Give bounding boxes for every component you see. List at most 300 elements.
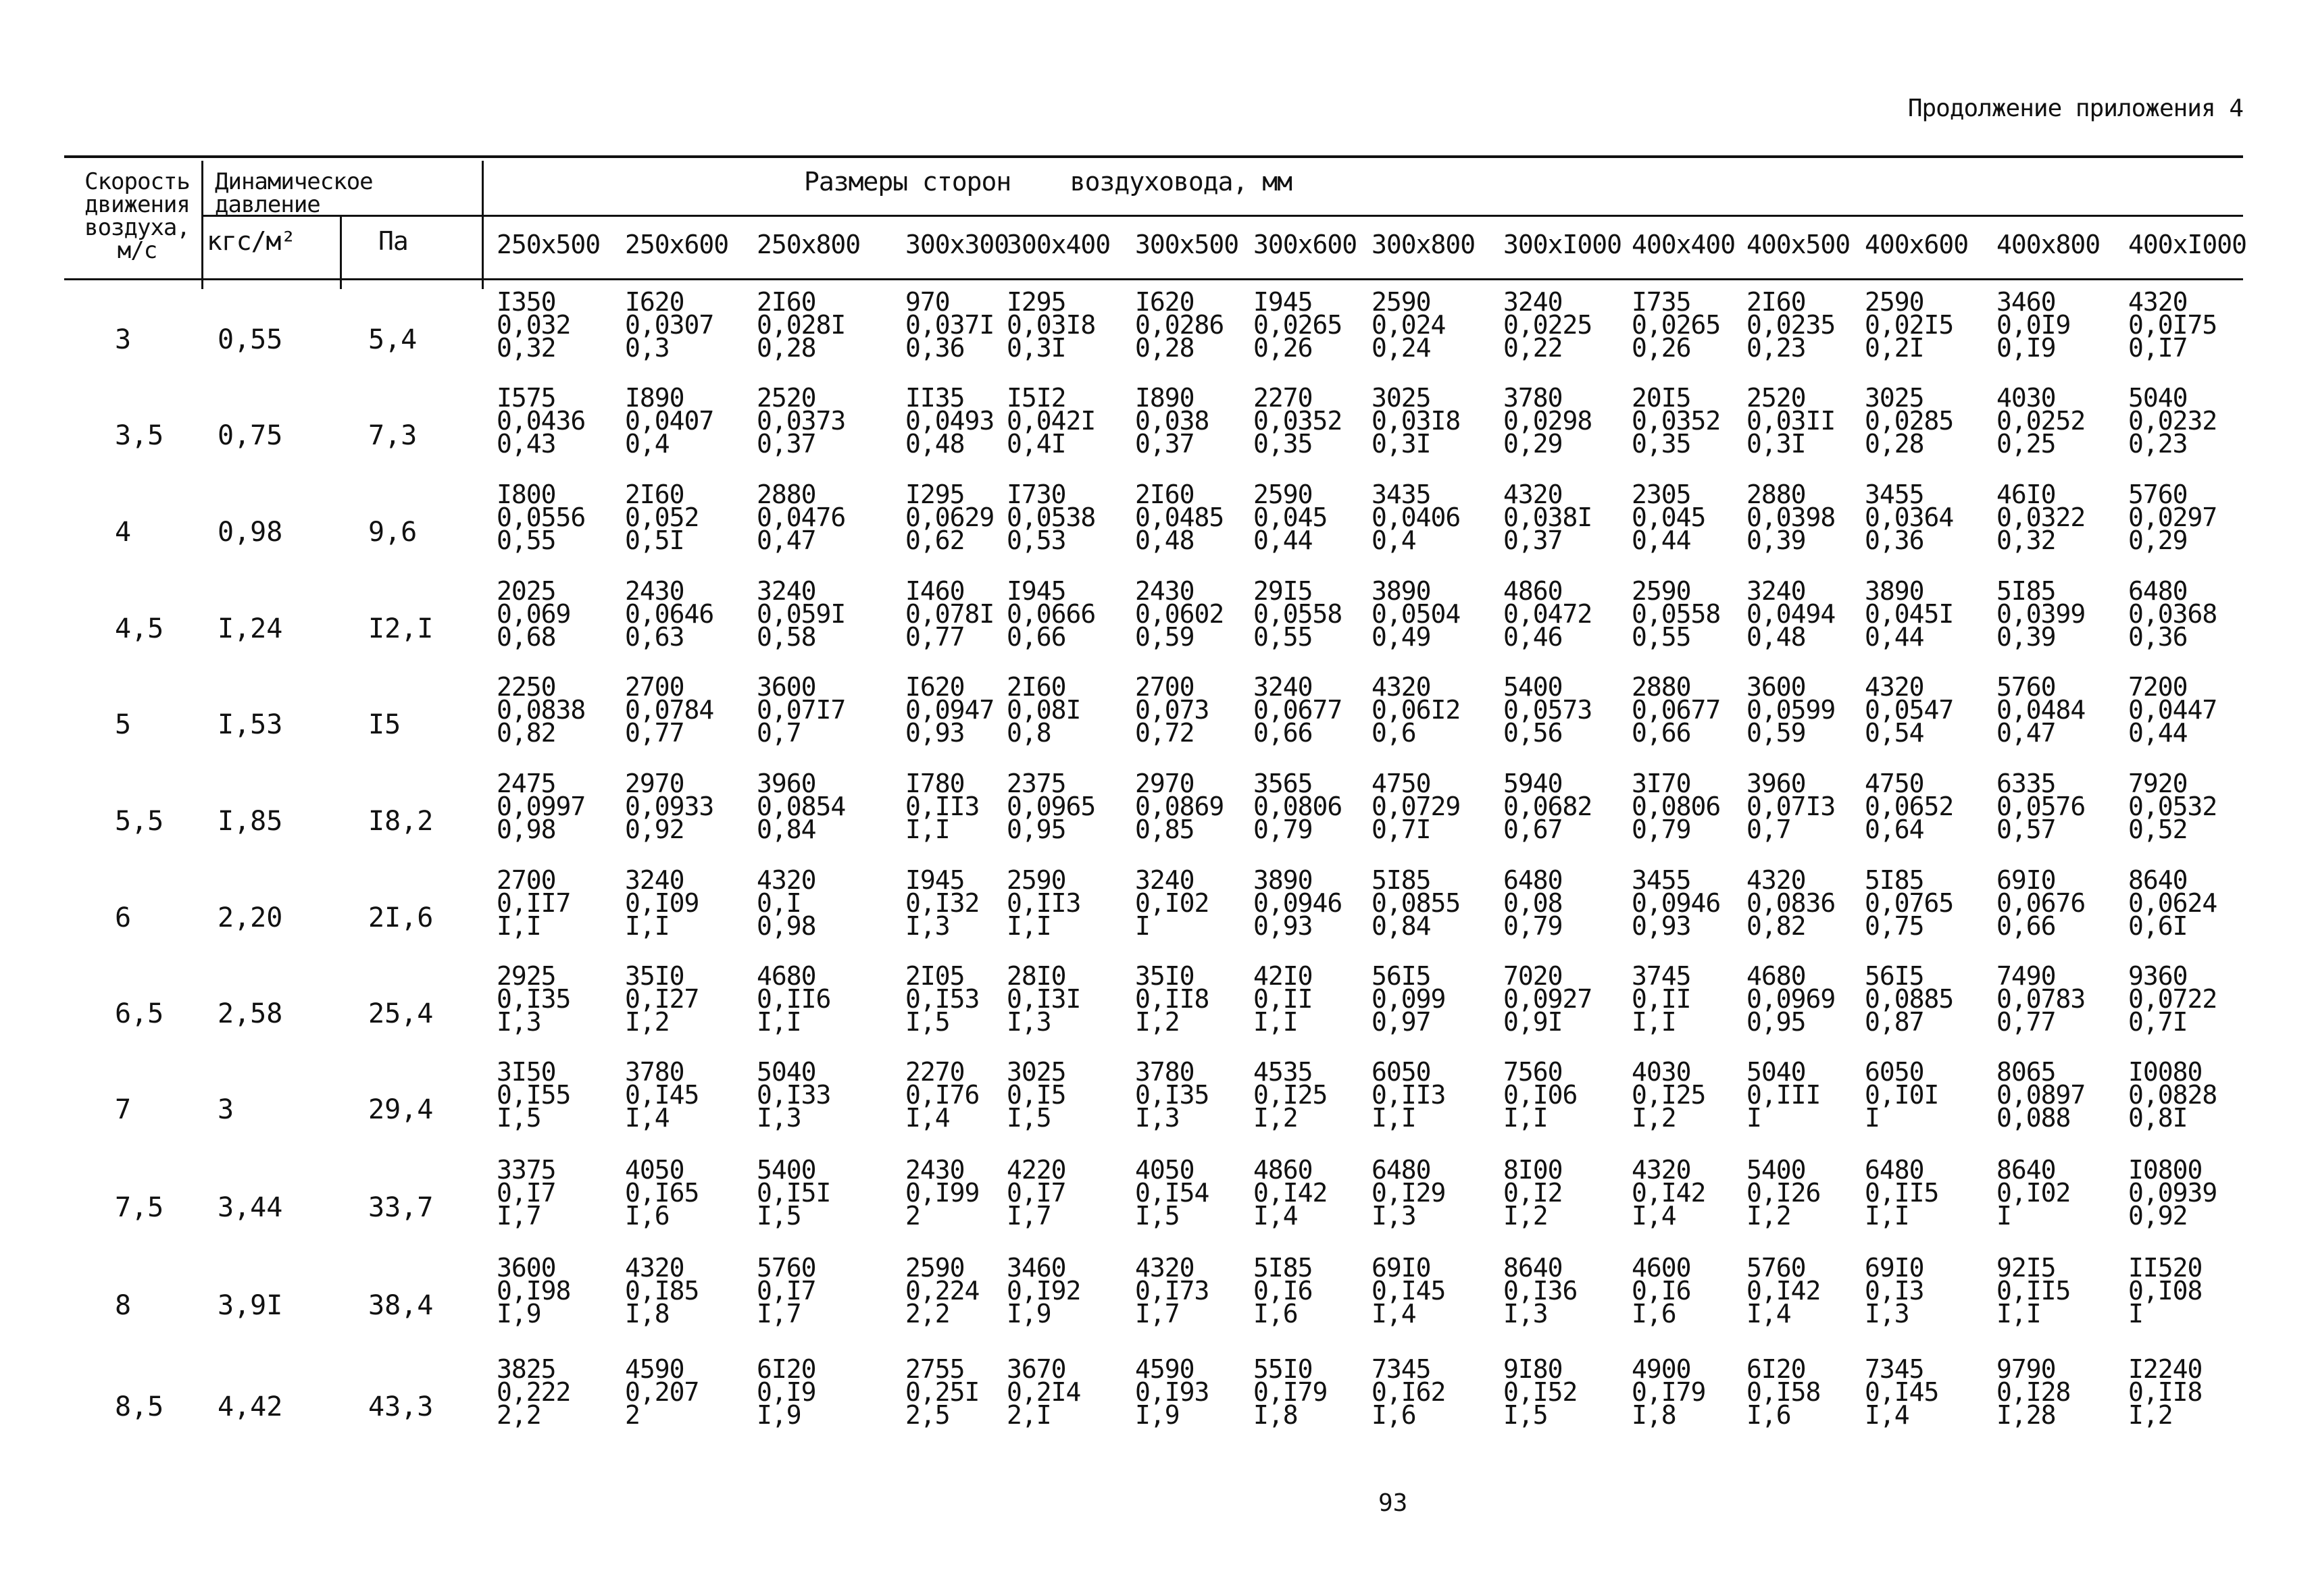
- pressure-loss-value: I,6: [1632, 1299, 1676, 1329]
- pressure-loss-value: I,7: [497, 1201, 541, 1231]
- pa-value: 33,7: [368, 1192, 434, 1223]
- friction-value: 0,0364: [1865, 503, 1954, 532]
- pressure-loss-value: I,2: [1632, 1103, 1676, 1133]
- friction-value: 0,I45: [1865, 1377, 1939, 1407]
- duct-cell: [1372, 1253, 1446, 1329]
- friction-value: 0,I33: [757, 1080, 831, 1110]
- duct-cell: [757, 769, 846, 844]
- friction-value: 0,0298: [1503, 406, 1592, 436]
- flow-rate-value: 2590: [905, 1253, 965, 1283]
- friction-value: 0,I6: [1253, 1276, 1313, 1306]
- friction-value: 0,I6: [1632, 1276, 1691, 1306]
- friction-value: 0,0373: [757, 406, 846, 436]
- pressure-loss-value: 0,24: [1372, 333, 1431, 363]
- duct-cell: [2128, 1354, 2203, 1430]
- duct-cell: [1253, 287, 1342, 363]
- dyn-header-line: Динамическое: [215, 168, 373, 195]
- flow-rate-value: 5040: [757, 1057, 816, 1087]
- pressure-loss-value: 0,22: [1503, 333, 1563, 363]
- flow-rate-value: 2700: [1135, 672, 1194, 702]
- friction-value: 0,0806: [1632, 792, 1721, 821]
- duct-cell: [497, 1155, 556, 1231]
- pressure-loss-value: I,4: [1632, 1201, 1676, 1231]
- header-divider-1: [201, 161, 203, 289]
- pa-value: 2I,6: [368, 902, 434, 933]
- pressure-loss-value: I,4: [1253, 1201, 1298, 1231]
- duct-cell: [2128, 287, 2217, 363]
- friction-value: 0,II3: [1372, 1080, 1446, 1110]
- pa-value: 9,6: [368, 517, 418, 548]
- friction-value: 0,I7: [757, 1276, 816, 1306]
- friction-value: 0,I73: [1135, 1276, 1209, 1306]
- pressure-loss-value: 0,43: [497, 429, 556, 459]
- page-caption: Продолжение приложения 4: [1907, 95, 2243, 122]
- pressure-loss-value: 0,67: [1503, 815, 1563, 844]
- duct-cell: [2128, 865, 2217, 941]
- flow-rate-value: 4050: [1135, 1155, 1194, 1185]
- flow-rate-value: 55I0: [1253, 1354, 1313, 1384]
- pressure-loss-value: 0,95: [1007, 815, 1066, 844]
- pressure-loss-value: 0,55: [497, 525, 556, 555]
- speed-header: [73, 170, 201, 262]
- duct-cell: [1503, 1155, 1563, 1231]
- duct-cell: [1372, 383, 1461, 459]
- friction-value: 0,045: [1253, 503, 1328, 532]
- friction-value: 0,0676: [1996, 888, 2086, 918]
- duct-cell: [1746, 287, 1836, 363]
- friction-value: 0,II: [1632, 984, 1691, 1014]
- duct-cell: [1632, 480, 1706, 555]
- friction-value: 0,0682: [1503, 792, 1592, 821]
- duct-cell: [1632, 769, 1721, 844]
- pressure-loss-value: 0,44: [1632, 525, 1691, 555]
- friction-value: 0,0836: [1746, 888, 1836, 918]
- flow-rate-value: 2590: [1865, 287, 1924, 317]
- flow-rate-value: 2925: [497, 961, 556, 991]
- flow-rate-value: 2475: [497, 769, 556, 798]
- duct-cell: [2128, 383, 2217, 459]
- friction-value: 0,I79: [1632, 1377, 1706, 1407]
- duct-cell: [1253, 480, 1328, 555]
- pressure-loss-value: 0,49: [1372, 622, 1431, 652]
- duct-cell: [625, 672, 714, 748]
- flow-rate-value: 6335: [1996, 769, 2056, 798]
- friction-value: 0,I29: [1372, 1178, 1446, 1208]
- friction-value: 0,II3: [905, 792, 980, 821]
- flow-rate-value: 35I0: [625, 961, 684, 991]
- friction-value: 0,07I7: [757, 695, 846, 725]
- duct-cell: [1632, 383, 1721, 459]
- duct-cell: [625, 383, 714, 459]
- pressure-loss-value: I,I: [1996, 1299, 2041, 1329]
- flow-rate-value: 7020: [1503, 961, 1563, 991]
- duct-cell: [1865, 383, 1954, 459]
- pressure-loss-value: 0,36: [905, 333, 965, 363]
- speed-value: 3,5: [115, 420, 164, 451]
- pressure-loss-value: 0,59: [1135, 622, 1194, 652]
- duct-cell: [905, 1354, 980, 1430]
- flow-rate-value: 2590: [1372, 287, 1431, 317]
- pressure-loss-value: 0,48: [1135, 525, 1194, 555]
- dyn-header-line: давление: [215, 191, 320, 218]
- pressure-loss-value: I,3: [905, 911, 950, 941]
- flow-rate-value: 3890: [1372, 576, 1431, 606]
- pressure-loss-value: 0,I9: [1996, 333, 2056, 363]
- speed-value: 3: [115, 324, 132, 355]
- pressure-loss-value: I,6: [625, 1201, 670, 1231]
- pressure-loss-value: 0,44: [1865, 622, 1924, 652]
- flow-rate-value: 2I60: [1007, 672, 1066, 702]
- pressure-loss-value: 0,68: [497, 622, 556, 652]
- flow-rate-value: II520: [2128, 1253, 2203, 1283]
- friction-value: 0,I7: [1007, 1178, 1066, 1208]
- flow-rate-value: 3240: [1135, 865, 1194, 895]
- flow-rate-value: 3025: [1865, 383, 1924, 413]
- pressure-loss-value: 0,35: [1253, 429, 1313, 459]
- friction-value: 0,08I: [1007, 695, 1081, 725]
- flow-rate-value: 35I0: [1135, 961, 1194, 991]
- pressure-loss-value: 2,2: [905, 1299, 950, 1329]
- duct-cell: [1135, 383, 1209, 459]
- friction-value: 0,0225: [1503, 310, 1592, 340]
- flow-rate-value: I735: [1632, 287, 1691, 317]
- flow-rate-value: 3240: [757, 576, 816, 606]
- duct-cell: [1865, 1354, 1939, 1430]
- pressure-loss-value: I,9: [757, 1400, 801, 1430]
- friction-value: 0,0235: [1746, 310, 1836, 340]
- duct-cell: [1007, 1155, 1066, 1231]
- pressure-loss-value: 0,44: [2128, 718, 2188, 748]
- flow-rate-value: 5I85: [1865, 865, 1924, 895]
- duct-cell: [2128, 672, 2217, 748]
- friction-value: 0,I: [757, 888, 801, 918]
- friction-value: 0,II6: [757, 984, 831, 1014]
- flow-rate-value: 7560: [1503, 1057, 1563, 1087]
- pressure-loss-value: 0,47: [757, 525, 816, 555]
- duct-cell: [1503, 383, 1592, 459]
- pressure-loss-value: I,8: [625, 1299, 670, 1329]
- duct-cell: [1746, 576, 1836, 652]
- flow-rate-value: 3I70: [1632, 769, 1691, 798]
- friction-value: 0,222: [497, 1377, 571, 1407]
- flow-rate-value: 3240: [625, 865, 684, 895]
- flow-rate-value: I945: [905, 865, 965, 895]
- friction-value: 0,I53: [905, 984, 980, 1014]
- flow-rate-value: 3025: [1372, 383, 1431, 413]
- friction-value: 0,II5: [1996, 1276, 2071, 1306]
- friction-value: 0,I92: [1007, 1276, 1081, 1306]
- kgf-value: 0,75: [218, 420, 283, 451]
- duct-cell: [905, 672, 995, 748]
- duct-cell: [1372, 1057, 1446, 1133]
- pressure-loss-value: I,I: [1503, 1103, 1548, 1133]
- pressure-loss-value: 0,7: [757, 718, 801, 748]
- friction-value: 0,I99: [905, 1178, 980, 1208]
- flow-rate-value: 8I00: [1503, 1155, 1563, 1185]
- friction-value: 0,I62: [1372, 1377, 1446, 1407]
- flow-rate-value: 2880: [757, 480, 816, 509]
- duct-cell: [625, 480, 699, 555]
- flow-rate-value: I460: [905, 576, 965, 606]
- duct-cell: [1135, 865, 1209, 941]
- friction-value: 0,I25: [1253, 1080, 1328, 1110]
- friction-value: 0,0784: [625, 695, 714, 725]
- size-column-header: 400xI000: [2128, 230, 2247, 259]
- flow-rate-value: 46I0: [1996, 480, 2056, 509]
- pressure-loss-value: 0,3: [625, 333, 670, 363]
- flow-rate-value: 4320: [1865, 672, 1924, 702]
- flow-rate-value: 69I0: [1865, 1253, 1924, 1283]
- flow-rate-value: 4030: [1632, 1057, 1691, 1087]
- friction-value: 0,0854: [757, 792, 846, 821]
- friction-value: 0,0927: [1503, 984, 1592, 1014]
- flow-rate-value: 5940: [1503, 769, 1563, 798]
- friction-value: 0,024: [1372, 310, 1446, 340]
- pressure-loss-value: I,5: [1503, 1400, 1548, 1430]
- pressure-loss-value: 0,23: [2128, 429, 2188, 459]
- size-column-header: 400x400: [1632, 230, 1736, 259]
- friction-value: 0,0447: [2128, 695, 2217, 725]
- duct-cell: [1996, 1057, 2086, 1133]
- flow-rate-value: 2270: [905, 1057, 965, 1087]
- duct-cell: [1865, 1253, 1924, 1329]
- friction-value: 0,0602: [1135, 599, 1224, 629]
- flow-rate-value: 5400: [1503, 672, 1563, 702]
- pressure-loss-value: 0,55: [1632, 622, 1691, 652]
- friction-value: 0,I79: [1253, 1377, 1328, 1407]
- speed-value: 8: [115, 1290, 132, 1321]
- flow-rate-value: 6I20: [1746, 1354, 1806, 1384]
- pressure-loss-value: 2,2: [497, 1400, 541, 1430]
- friction-value: 0,0286: [1135, 310, 1224, 340]
- pressure-loss-value: I,I: [757, 1007, 801, 1037]
- friction-value: 0,099: [1372, 984, 1446, 1014]
- friction-value: 0,0969: [1746, 984, 1836, 1014]
- pressure-loss-value: I,7: [1135, 1299, 1180, 1329]
- duct-cell: [757, 1354, 816, 1430]
- duct-cell: [905, 480, 995, 555]
- pressure-loss-value: 0,58: [757, 622, 816, 652]
- pressure-loss-value: 0,28: [1865, 429, 1924, 459]
- flow-rate-value: 69I0: [1996, 865, 2056, 895]
- duct-cell: [905, 769, 980, 844]
- friction-value: 0,2I4: [1007, 1377, 1081, 1407]
- duct-cell: [1996, 576, 2086, 652]
- flow-rate-value: 3960: [1746, 769, 1806, 798]
- pressure-loss-value: I,I: [1253, 1007, 1298, 1037]
- pressure-loss-value: 0,39: [1746, 525, 1806, 555]
- flow-rate-value: 2430: [625, 576, 684, 606]
- pressure-loss-value: 0,3I: [1007, 333, 1066, 363]
- duct-cell: [1996, 1354, 2071, 1430]
- friction-value: 0,I9: [757, 1377, 816, 1407]
- size-column-header: 400x500: [1746, 230, 1851, 259]
- pressure-loss-value: 0,6I: [2128, 911, 2188, 941]
- pressure-loss-value: 0,088: [1996, 1103, 2071, 1133]
- duct-cell: [1253, 1155, 1328, 1231]
- size-column-header: 300x500: [1135, 230, 1239, 259]
- friction-value: 0,0885: [1865, 984, 1954, 1014]
- pressure-loss-value: I,I: [1007, 911, 1051, 941]
- flow-rate-value: 2970: [1135, 769, 1194, 798]
- friction-value: 0,I45: [625, 1080, 699, 1110]
- pressure-loss-value: 0,32: [497, 333, 556, 363]
- flow-rate-value: 3455: [1865, 480, 1924, 509]
- flow-rate-value: 4320: [1746, 865, 1806, 895]
- friction-value: 0,0558: [1253, 599, 1342, 629]
- flow-rate-value: 6050: [1372, 1057, 1431, 1087]
- pressure-loss-value: 0,46: [1503, 622, 1563, 652]
- kgf-value: I,53: [218, 709, 283, 740]
- size-column-header: 300x400: [1007, 230, 1111, 259]
- friction-value: 0,I85: [625, 1276, 699, 1306]
- friction-value: 0,02I5: [1865, 310, 1954, 340]
- duct-cell: [625, 1354, 699, 1430]
- flow-rate-value: 3960: [757, 769, 816, 798]
- duct-cell: [1746, 961, 1836, 1037]
- pressure-loss-value: 0,2I: [1865, 333, 1924, 363]
- speed-value: 6,5: [115, 998, 164, 1029]
- friction-value: 0,I0I: [1865, 1080, 1939, 1110]
- pressure-loss-value: I: [2128, 1299, 2143, 1329]
- pressure-loss-value: 0,7I: [1372, 815, 1431, 844]
- flow-rate-value: 2375: [1007, 769, 1066, 798]
- friction-value: 0,0352: [1632, 406, 1721, 436]
- flow-rate-value: 5I85: [1372, 865, 1431, 895]
- flow-rate-value: 2590: [1632, 576, 1691, 606]
- friction-value: 0,0933: [625, 792, 714, 821]
- flow-rate-value: 3600: [757, 672, 816, 702]
- speed-header-line: воздуха,: [84, 214, 190, 241]
- duct-cell: [2128, 1057, 2217, 1133]
- speed-value: 5: [115, 709, 132, 740]
- duct-cell: [1996, 383, 2086, 459]
- friction-value: 0,0652: [1865, 792, 1954, 821]
- flow-rate-value: 69I0: [1372, 1253, 1431, 1283]
- flow-rate-value: 2880: [1746, 480, 1806, 509]
- pressure-loss-value: 0,37: [757, 429, 816, 459]
- friction-value: 0,0322: [1996, 503, 2086, 532]
- duct-cell: [2128, 1253, 2203, 1329]
- friction-value: 0,I3: [1865, 1276, 1924, 1306]
- pressure-loss-value: I,4: [905, 1103, 950, 1133]
- pressure-loss-value: I,3: [497, 1007, 541, 1037]
- duct-cell: [1253, 576, 1342, 652]
- pressure-loss-value: I,9: [1135, 1400, 1180, 1430]
- flow-rate-value: 4900: [1632, 1354, 1691, 1384]
- flow-rate-value: 4050: [625, 1155, 684, 1185]
- duct-cell: [1503, 961, 1592, 1037]
- flow-rate-value: 2I60: [625, 480, 684, 509]
- duct-cell: [1372, 865, 1461, 941]
- friction-value: 0,0765: [1865, 888, 1954, 918]
- friction-value: 0,0472: [1503, 599, 1592, 629]
- duct-cell: [497, 1057, 571, 1133]
- friction-value: 0,I02: [1135, 888, 1209, 918]
- pressure-loss-value: 0,4I: [1007, 429, 1066, 459]
- pressure-loss-value: I,I: [905, 815, 950, 844]
- friction-value: 0,0855: [1372, 888, 1461, 918]
- duct-cell: [1746, 383, 1836, 459]
- flow-rate-value: 2I05: [905, 961, 965, 991]
- flow-rate-value: I780: [905, 769, 965, 798]
- pressure-loss-value: I,6: [1746, 1400, 1791, 1430]
- friction-value: 0,03II: [1746, 406, 1836, 436]
- friction-value: 0,0806: [1253, 792, 1342, 821]
- flow-rate-value: I0080: [2128, 1057, 2203, 1087]
- flow-rate-value: I295: [905, 480, 965, 509]
- pressure-loss-value: I,I: [1632, 1007, 1676, 1037]
- pressure-loss-value: 0,32: [1996, 525, 2056, 555]
- friction-value: 0,0232: [2128, 406, 2217, 436]
- flow-rate-value: I620: [905, 672, 965, 702]
- pressure-loss-value: I,5: [1135, 1201, 1180, 1231]
- pa-value: 29,4: [368, 1094, 434, 1125]
- duct-cell: [497, 865, 571, 941]
- pressure-loss-value: I,5: [1007, 1103, 1051, 1133]
- pressure-loss-value: 0,84: [1372, 911, 1431, 941]
- flow-rate-value: 5400: [757, 1155, 816, 1185]
- duct-cell: [757, 1155, 831, 1231]
- friction-value: 0,0677: [1632, 695, 1721, 725]
- flow-rate-value: 4320: [1135, 1253, 1194, 1283]
- friction-value: 0,I26: [1746, 1178, 1821, 1208]
- friction-value: 0,08: [1503, 888, 1563, 918]
- pressure-loss-value: I: [1746, 1103, 1761, 1133]
- duct-cell: [1007, 576, 1096, 652]
- pressure-loss-value: 0,92: [2128, 1201, 2188, 1231]
- pressure-loss-value: I: [1996, 1201, 2011, 1231]
- pressure-loss-value: I,3: [1865, 1299, 1909, 1329]
- friction-value: 0,I36: [1503, 1276, 1578, 1306]
- kgf-value: 2,58: [218, 998, 283, 1029]
- pressure-loss-value: 0,75: [1865, 911, 1924, 941]
- flow-rate-value: 29I5: [1253, 576, 1313, 606]
- flow-rate-value: 3240: [1503, 287, 1563, 317]
- pressure-loss-value: 0,48: [1746, 622, 1806, 652]
- flow-rate-value: I5I2: [1007, 383, 1066, 413]
- flow-rate-value: 4320: [1372, 672, 1431, 702]
- duct-cell: [625, 865, 699, 941]
- duct-cell: [1746, 1155, 1821, 1231]
- flow-rate-value: 2520: [757, 383, 816, 413]
- flow-rate-value: 4750: [1865, 769, 1924, 798]
- pressure-loss-value: I,3: [1503, 1299, 1548, 1329]
- flow-rate-value: 4860: [1253, 1155, 1313, 1185]
- duct-cell: [1135, 1354, 1209, 1430]
- duct-cell: [1135, 672, 1209, 748]
- pressure-loss-value: I,28: [1996, 1400, 2056, 1430]
- friction-value: 0,078I: [905, 599, 995, 629]
- friction-value: 0,0646: [625, 599, 714, 629]
- kgf-value: 0,98: [218, 517, 283, 548]
- friction-value: 0,I58: [1746, 1377, 1821, 1407]
- pressure-loss-value: 2: [905, 1201, 920, 1231]
- duct-cell: [757, 576, 846, 652]
- pressure-loss-value: I,I: [1865, 1201, 1909, 1231]
- pa-value: 43,3: [368, 1391, 434, 1422]
- pressure-loss-value: 0,93: [1632, 911, 1691, 941]
- friction-value: 0,I42: [1632, 1178, 1706, 1208]
- pressure-loss-value: 0,98: [757, 911, 816, 941]
- pressure-loss-value: 0,44: [1253, 525, 1313, 555]
- flow-rate-value: I620: [625, 287, 684, 317]
- friction-value: 0,07I3: [1746, 792, 1836, 821]
- friction-value: 0,II: [1253, 984, 1313, 1014]
- flow-rate-value: 2430: [1135, 576, 1194, 606]
- friction-value: 0,0947: [905, 695, 995, 725]
- kgf-value: 3,44: [218, 1192, 283, 1223]
